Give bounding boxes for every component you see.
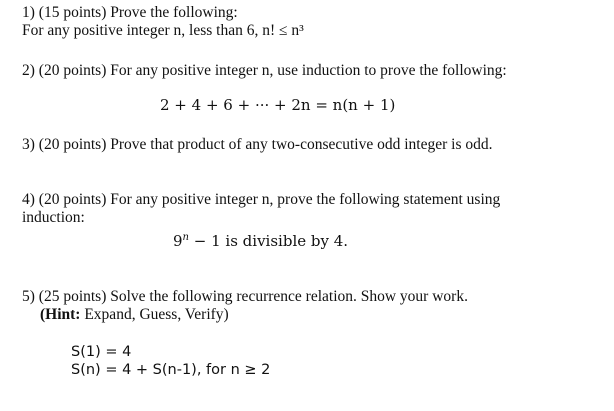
q4-statement-rest: − 1 is divisible by 4. [189,232,349,250]
q5-base-case: S(1) = 4 [71,344,132,360]
q4-base: 9 [173,232,183,250]
q5-hint [40,306,229,324]
q5-hint-label: (Hint: [40,306,81,323]
q4-exponent: n [182,232,189,243]
q5-heading: 5) (25 points) Solve the following recurrence relation. Show your work. [22,288,468,305]
q2-heading: 2) (20 points) For any positive integer n, use induction to prove the following: [22,62,507,79]
q3-heading: 3) (20 points) Prove that product of any two-consecutive odd integer is odd. [22,136,493,153]
q1-heading: 1) (15 points) Prove the following: [22,4,238,21]
q4-heading-cont: induction: [22,209,85,226]
q2-equation: 2 + 4 + 6 + ··· + 2n = n(n + 1) [160,96,396,114]
q5-hint-text: Expand, Guess, Verify) [80,306,229,323]
q1-statement: For any positive integer n, less than 6, n! ≤ n³ [22,22,304,39]
q4-statement [173,232,348,250]
q4-heading: 4) (20 points) For any positive integer n, prove the following statement using [22,191,501,208]
q5-recurrence: S(n) = 4 + S(n-1), for n ≥ 2 [71,362,271,378]
